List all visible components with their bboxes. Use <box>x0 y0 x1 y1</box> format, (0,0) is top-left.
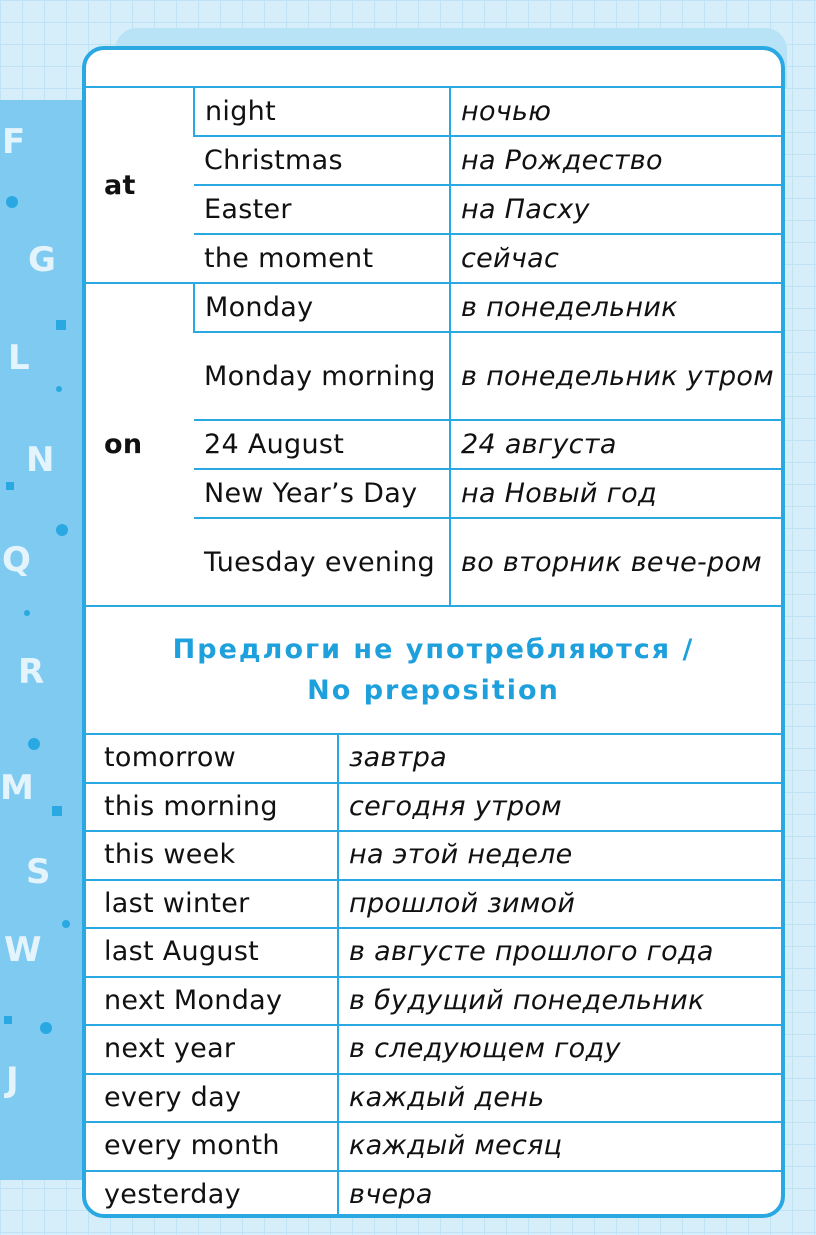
decor-square <box>52 806 62 816</box>
en-phrase: every month <box>86 1122 338 1171</box>
en-phrase: this week <box>86 831 338 880</box>
ru-translation: каждый день <box>338 1074 781 1123</box>
en-phrase: last winter <box>86 880 338 929</box>
ru-translation: прошлой зимой <box>338 880 781 929</box>
decor-square <box>56 320 66 330</box>
table-row <box>86 783 781 832</box>
ru-translation: сегодня утром <box>338 783 781 832</box>
table-row <box>86 87 781 136</box>
decor-dot <box>56 386 62 392</box>
side-letter: J <box>6 1060 19 1100</box>
prepositions-table <box>86 86 781 605</box>
ru-translation: сейчас <box>450 234 781 283</box>
side-letter: L <box>8 338 30 378</box>
ru-translation: вчера <box>338 1171 781 1219</box>
en-phrase: New Year’s Day <box>194 469 450 518</box>
table-row <box>86 1122 781 1171</box>
heading-en: No preposition <box>307 675 560 706</box>
en-phrase: next Monday <box>86 977 338 1026</box>
table-row <box>86 977 781 1026</box>
decor-square <box>6 482 14 490</box>
en-phrase: Tuesday evening <box>194 518 450 605</box>
side-letter: W <box>4 930 42 970</box>
decor-dot <box>28 738 40 750</box>
prepositions-card <box>82 46 785 1218</box>
en-phrase: yesterday <box>86 1171 338 1219</box>
ru-translation: ночью <box>450 87 781 136</box>
card-top-gap <box>86 50 781 86</box>
table-row <box>86 928 781 977</box>
table-row <box>86 831 781 880</box>
decor-square <box>4 1016 12 1024</box>
preposition-on: on <box>86 283 194 605</box>
decor-dot <box>6 196 18 208</box>
en-phrase: night <box>194 87 450 136</box>
table-row <box>86 283 781 332</box>
side-letter: Q <box>2 540 31 580</box>
ru-translation: в понедельник <box>450 283 781 332</box>
side-letter: G <box>28 240 56 280</box>
ru-translation: каждый месяц <box>338 1122 781 1171</box>
en-phrase: tomorrow <box>86 734 338 783</box>
en-phrase: every day <box>86 1074 338 1123</box>
ru-translation: во вторник вече-ром <box>450 518 781 605</box>
table-row <box>86 1025 781 1074</box>
preposition-at: at <box>86 87 194 283</box>
side-letter: N <box>26 440 55 480</box>
side-letter: S <box>26 852 51 892</box>
side-decoration-strip <box>0 100 82 1180</box>
ru-translation: 24 августа <box>450 420 781 469</box>
en-phrase: the moment <box>194 234 450 283</box>
en-phrase: Monday <box>194 283 450 332</box>
en-phrase: next year <box>86 1025 338 1074</box>
no-preposition-table <box>86 733 781 1218</box>
en-phrase: last August <box>86 928 338 977</box>
en-phrase: Monday morning <box>194 332 450 420</box>
table-row <box>86 1171 781 1219</box>
heading-ru: Предлоги не употребляются / <box>172 634 695 665</box>
ru-translation: в будущий понедельник <box>338 977 781 1026</box>
ru-translation: завтра <box>338 734 781 783</box>
side-letter: F <box>2 122 26 162</box>
table-row <box>86 880 781 929</box>
en-phrase: 24 August <box>194 420 450 469</box>
table-row <box>86 734 781 783</box>
ru-translation: в следующем году <box>338 1025 781 1074</box>
decor-dot <box>40 1022 52 1034</box>
ru-translation: в понедельник утром <box>450 332 781 420</box>
ru-translation: на этой неделе <box>338 831 781 880</box>
ru-translation: в августе прошлого года <box>338 928 781 977</box>
ru-translation: на Новый год <box>450 469 781 518</box>
side-letter: M <box>0 768 34 808</box>
no-preposition-heading <box>86 605 781 733</box>
ru-translation: на Рождество <box>450 136 781 185</box>
decor-dot <box>62 920 70 928</box>
en-phrase: this morning <box>86 783 338 832</box>
en-phrase: Christmas <box>194 136 450 185</box>
decor-dot <box>24 610 30 616</box>
en-phrase: Easter <box>194 185 450 234</box>
ru-translation: на Пасху <box>450 185 781 234</box>
side-letter: R <box>18 652 45 692</box>
table-row <box>86 1074 781 1123</box>
decor-dot <box>56 524 68 536</box>
